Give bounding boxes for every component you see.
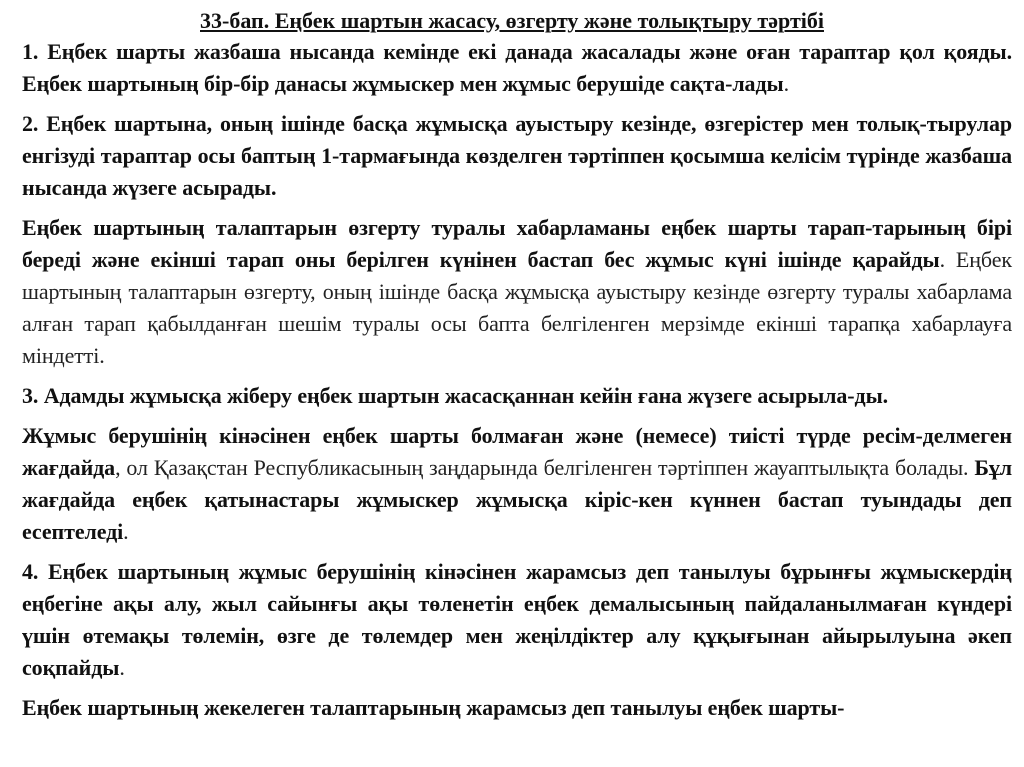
- paragraph-7: [22, 692, 1012, 724]
- paragraph-6-bold: 4. Еңбек шартының жұмыс берушінің кінәсінен жарамсыз деп танылуы бұрынғы жұмыскердің еңбегіне ақы алу, жыл сайынғы ақы төленетін еңбек демалысының пайдаланылмаған күндері үшін өтемақы төлемін, өзге де төлемдер мен жеңілдіктер алу құқығынан айырылуына әкеп соқпайды: [22, 559, 1012, 680]
- paragraph-5: [22, 420, 1012, 548]
- paragraph-1-normal: .: [783, 71, 789, 96]
- paragraph-7-bold: Еңбек шартының жекелеген талаптарының жарамсыз деп танылуы еңбек шарты-: [22, 695, 845, 720]
- paragraph-3-normal: . Еңбек шартының талаптарын өзгерту, оның ішінде басқа жұмысқа ауыстыру кезінде өзгерту туралы хабарлама алған тарап қабылданған шешім туралы осы бапта белгіленген мерзімде екінші тарапқа хабарлауға міндетті.: [22, 247, 1012, 368]
- paragraph-6: [22, 556, 1012, 684]
- paragraph-5-bold: Жұмыс берушінің кінәсінен еңбек шарты болмаған және (немесе) тиісті түрде ресім-делмеген жағдайда: [22, 423, 1012, 480]
- paragraph-3: [22, 212, 1012, 372]
- paragraph-2-bold: 2. Еңбек шартына, оның ішінде басқа жұмысқа ауыстыру кезінде, өзгерістер мен толық-тырулар енгізуді тараптар осы баптың 1-тармағында көзделген тәртіппен қосымша келісім түрінде жазбаша нысанда жүзеге асырады.: [22, 111, 1012, 200]
- paragraph-1-bold: 1. Еңбек шарты жазбаша нысанда кемінде екі данада жасалады және оған тараптар қол қояды. Еңбек шартының бір-бір данасы жұмыскер мен жұмыс берушіде сақта-лады: [22, 39, 1012, 96]
- article-title: 33-бап. Еңбек шартын жасасу, өзгерту және толықтыру тәртібі: [200, 8, 824, 33]
- paragraph-6-normal: .: [119, 655, 125, 680]
- paragraph-5-normal: , ол Қазақстан Республикасының заңдарында белгіленген тәртіппен жауаптылықта болады.: [115, 455, 975, 480]
- paragraph-3-bold: Еңбек шартының талаптарын өзгерту туралы хабарламаны еңбек шарты тарап-тарының бірі береді және екінші тарап оны берілген күнінен бастап бес жұмыс күні ішінде қарайды: [22, 215, 1012, 272]
- paragraph-2: [22, 108, 1012, 204]
- paragraph-5-bold-2: Бұл жағдайда еңбек қатынастары жұмыскер жұмысқа кіріс-кен күннен бастап туындады деп есептеледі: [22, 455, 1012, 544]
- paragraph-1: [22, 36, 1012, 100]
- paragraph-4: [22, 380, 1012, 412]
- paragraph-4-bold: 3. Адамды жұмысқа жіберу еңбек шартын жасасқаннан кейін ғана жүзеге асырыла-ды.: [22, 383, 889, 408]
- paragraph-5-normal-2: .: [123, 519, 129, 544]
